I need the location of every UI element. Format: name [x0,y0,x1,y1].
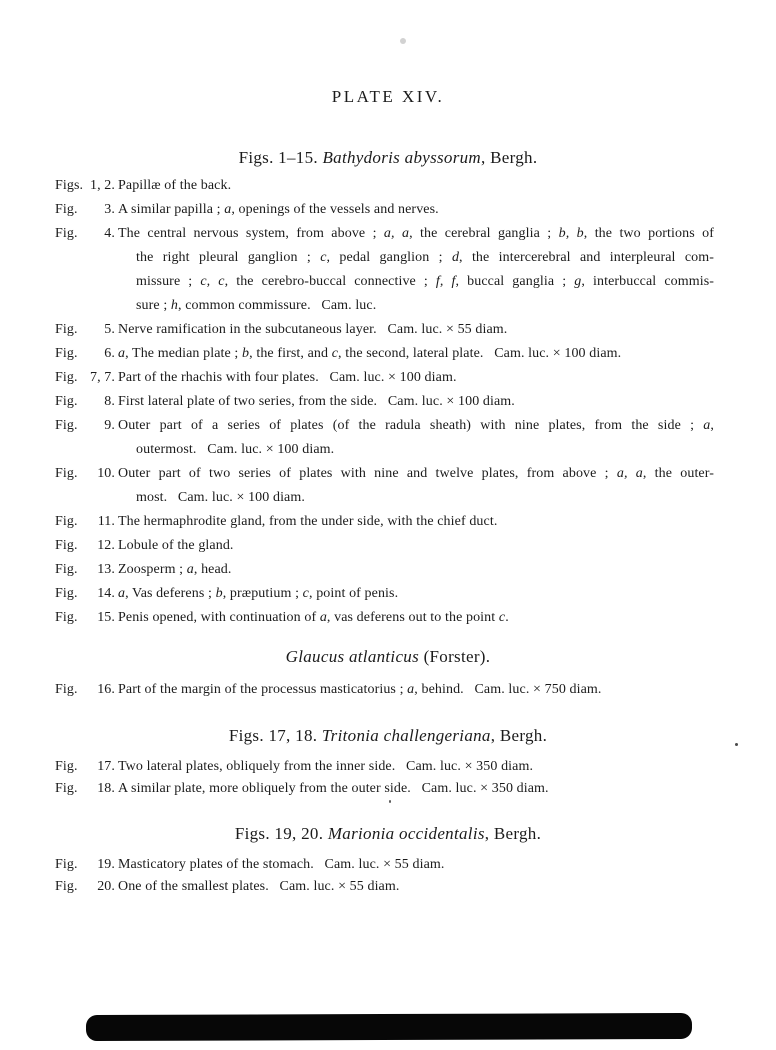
figure-label-num: 3. [104,202,115,217]
text-segment: g [574,274,582,289]
text-segment: , openings of the vessels and nerves. [231,202,439,217]
figure-entry [55,778,776,800]
text-segment: the right pleural ganglion ; [136,250,321,265]
text-segment: Tritonia challengeriana [321,726,491,745]
figure-label-word: Fig. [55,610,78,625]
figure-label-word: Figs. [55,178,84,193]
figure-label [55,854,115,876]
figure-line [118,582,714,606]
figure-entries [0,678,776,702]
text-segment: Masticatory plates of the stomach. Cam. luc. × 55 diam. [118,857,445,872]
figure-text [118,318,714,342]
figure-entry [55,534,776,558]
text-segment: missure ; [136,274,201,289]
figure-line [118,854,714,876]
text-segment: (Forster). [419,647,491,666]
figure-entry [55,678,776,702]
figure-label-num: 17. [97,759,115,774]
figure-line [118,222,714,246]
figure-entry [55,854,776,876]
figure-label [55,606,115,630]
figure-label-num: 8. [104,394,115,409]
text-segment: , the first, and [249,346,332,361]
plate-title: PLATE XIV. [331,87,445,106]
figure-label [55,462,115,486]
figure-text [118,606,714,630]
figure-entry [55,366,776,390]
text-segment: The hermaphrodite gland, from the under side, with the chief duct. [118,514,498,529]
figure-line [118,558,714,582]
text-segment: Penis opened, with continuation of [118,610,320,625]
text-segment: , head. [193,562,232,577]
figure-label-num: 16. [97,682,115,697]
text-segment: . [505,610,509,625]
text-segment: , The median plate ; [125,346,243,361]
text-segment: a [118,586,126,601]
text-segment: , præputium ; [222,586,303,601]
figure-line [118,534,714,558]
text-segment: b, b [558,226,584,241]
figure-label-num: 10. [97,466,115,481]
text-segment: a [407,682,415,697]
figure-label-word: Fig. [55,514,78,529]
text-segment: One of the smallest plates. Cam. luc. × 55 diam. [118,879,400,894]
figure-line [118,678,714,702]
figure-label-num: 15. [97,610,115,625]
sections [0,146,776,898]
figure-label-word: Fig. [55,322,78,337]
text-segment: , the outer- [642,466,714,481]
text-segment: Marionia occidentalis [327,824,485,843]
figure-entries [0,854,776,898]
figure-label-word: Fig. [55,418,78,433]
figure-label [55,342,115,366]
figure-label [55,198,115,222]
figure-text [118,558,714,582]
figure-label-word: Fig. [55,586,78,601]
text-segment: b [242,346,250,361]
figure-label [55,390,115,414]
figure-label-num: 12. [97,538,115,553]
figure-text [118,222,714,318]
figure-text [118,174,714,198]
text-segment: Glaucus atlanticus [285,647,420,666]
figure-text [118,854,714,876]
text-segment: , behind. Cam. luc. × 750 diam. [414,682,602,697]
figure-text [118,510,714,534]
text-segment: , the cerebral ganglia ; [409,226,559,241]
figure-label-num: 7, 7. [90,370,115,385]
text-segment: , vas deferens out to the point [326,610,499,625]
figure-line [118,246,714,270]
figure-line [118,414,714,438]
figure-entry [55,198,776,222]
figure-label-word: Fig. [55,562,78,577]
text-segment: c [331,346,339,361]
figure-entry [55,174,776,198]
text-segment: Outer part of a series of plates (of the radula sheath) with nine plates, from the side ; [118,418,704,433]
text-segment: Nerve ramification in the subcutaneous layer. Cam. luc. × 55 diam. [118,322,508,337]
figure-line [118,876,714,898]
text-segment: A similar plate, more obliquely from the outer side. Cam. luc. × 350 diam. [118,781,549,796]
figure-text [118,342,714,366]
text-segment: , interbuccal commis- [581,274,715,289]
figure-line [118,510,714,534]
text-segment: most. Cam. luc. × 100 diam. [136,490,305,505]
figure-label [55,778,115,800]
figure-label [55,678,115,702]
text-segment: , pedal ganglion ; [326,250,452,265]
figure-entry [55,222,776,318]
figure-label [55,558,115,582]
figure-text [118,198,714,222]
figure-line [118,756,714,778]
text-segment: Lobule of the gland. [118,538,234,553]
figure-text [118,678,714,702]
figure-label-num: 20. [97,879,115,894]
figure-entry [55,318,776,342]
figure-label-num: 9. [104,418,115,433]
text-segment: a [224,202,232,217]
text-segment: Two lateral plates, obliquely from the inner side. Cam. luc. × 350 diam. [118,759,534,774]
text-segment: , the cerebro-buccal connective ; [224,274,436,289]
text-segment: A similar papilla ; [118,202,225,217]
text-segment: , the two portions of [583,226,714,241]
figure-label-num: 5. [104,322,115,337]
text-segment: Outer part of two series of plates with nine and twelve plates, from above ; [118,466,617,481]
figure-line [118,438,714,462]
figure-label [55,414,115,438]
figure-label-word: Fig. [55,781,78,796]
figure-label-word: Fig. [55,202,78,217]
scan-edge-bar [86,1013,692,1041]
figure-label-num: 4. [104,226,115,241]
figure-entry [55,558,776,582]
figure-label [55,318,115,342]
figure-label-word: Fig. [55,466,78,481]
text-segment: , the second, lateral plate. Cam. luc. × 100 diam. [338,346,622,361]
paper-speck [389,800,391,803]
figure-line [118,198,714,222]
figure-line [118,606,714,630]
figure-label [55,366,115,390]
figure-text [118,876,714,898]
figure-text [118,414,714,462]
figure-text [118,778,714,800]
figure-label [55,510,115,534]
text-segment: Figs. 1–15. [238,148,323,167]
figure-label-num: 1, 2. [90,178,115,193]
figure-line [118,462,714,486]
figure-line [118,318,714,342]
figure-label-word: Fig. [55,879,78,894]
figure-label-word: Fig. [55,226,78,241]
text-segment: Zoosperm ; [118,562,187,577]
figure-entry [55,390,776,414]
text-segment: h [170,298,179,313]
text-segment: a, a [383,226,410,241]
figure-label [55,534,115,558]
figure-text [118,366,714,390]
text-segment: b [215,586,223,601]
text-segment: a [118,346,126,361]
text-segment: Figs. 17, 18. [228,726,322,745]
section-heading [0,146,776,170]
figure-label [55,756,115,778]
text-segment: sure ; [136,298,171,313]
text-segment: , the intercerebral and interpleural com- [459,250,714,265]
figure-entry [55,876,776,898]
figure-label [55,582,115,606]
paper-speck [400,38,406,44]
figure-label-word: Fig. [55,394,78,409]
text-segment: c [302,586,309,601]
text-segment: a [703,418,711,433]
figure-label-num: 11. [97,514,115,529]
figure-label-word: Fig. [55,346,78,361]
figure-line [118,366,714,390]
text-segment: d [451,250,460,265]
figure-label-word: Fig. [55,682,78,697]
figure-label-num: 18. [97,781,115,796]
figure-entries [0,756,776,800]
figure-entry [55,414,776,462]
text-segment: First lateral plate of two series, from the side. Cam. luc. × 100 diam. [118,394,515,409]
text-segment: outermost. Cam. luc. × 100 diam. [136,442,335,457]
figure-entry [55,582,776,606]
text-segment: , [710,418,714,433]
figure-label-word: Fig. [55,759,78,774]
figure-label-num: 13. [97,562,115,577]
text-segment: The central nervous system, from above ; [118,226,384,241]
text-segment: , Bergh. [484,824,542,843]
text-segment: a, a [616,466,643,481]
figure-text [118,390,714,414]
text-segment: c [320,250,327,265]
figure-line [118,174,714,198]
paper-speck [735,743,738,746]
text-segment: Bathydoris abyssorum [322,148,482,167]
text-segment: Papillæ of the back. [118,178,232,193]
text-segment: , Vas deferens ; [125,586,216,601]
figure-line [118,270,714,294]
section-heading [0,822,776,846]
figure-line [118,486,714,510]
figure-label [55,222,115,246]
figure-line [118,390,714,414]
text-segment: a [319,610,327,625]
figure-label-word: Fig. [55,857,78,872]
text-segment: f, f [435,274,456,289]
text-segment: , Bergh. [481,148,538,167]
figure-label-word: Fig. [55,370,78,385]
figure-entries [0,174,776,630]
text-segment: , buccal ganglia ; [455,274,575,289]
figure-text [118,582,714,606]
figure-label-word: Fig. [55,538,78,553]
figure-entry [55,462,776,510]
figure-label [55,876,115,898]
section-heading [0,724,776,748]
text-segment: , common commissure. Cam. luc. [178,298,377,313]
figure-label-num: 6. [104,346,115,361]
text-segment: Part of the margin of the processus masticatorius ; [118,682,408,697]
text-segment: c [498,610,506,625]
figure-line [118,294,714,318]
figure-entry [55,510,776,534]
figure-entry [55,342,776,366]
section-heading [0,645,776,669]
figure-label-num: 19. [97,857,115,872]
figure-text [118,462,714,510]
figure-entry [55,756,776,778]
text-segment: a [186,562,194,577]
figure-label-num: 14. [97,586,115,601]
text-segment: c, c [200,274,225,289]
figure-line [118,342,714,366]
figure-entry [55,606,776,630]
figure-text [118,756,714,778]
figure-label [55,174,115,198]
text-segment: , point of penis. [309,586,399,601]
figure-line [118,778,714,800]
text-segment: , Bergh. [490,726,548,745]
text-segment: Figs. 19, 20. [234,824,328,843]
text-segment: Part of the rhachis with four plates. Cam. luc. × 100 diam. [118,370,457,385]
figure-text [118,534,714,558]
